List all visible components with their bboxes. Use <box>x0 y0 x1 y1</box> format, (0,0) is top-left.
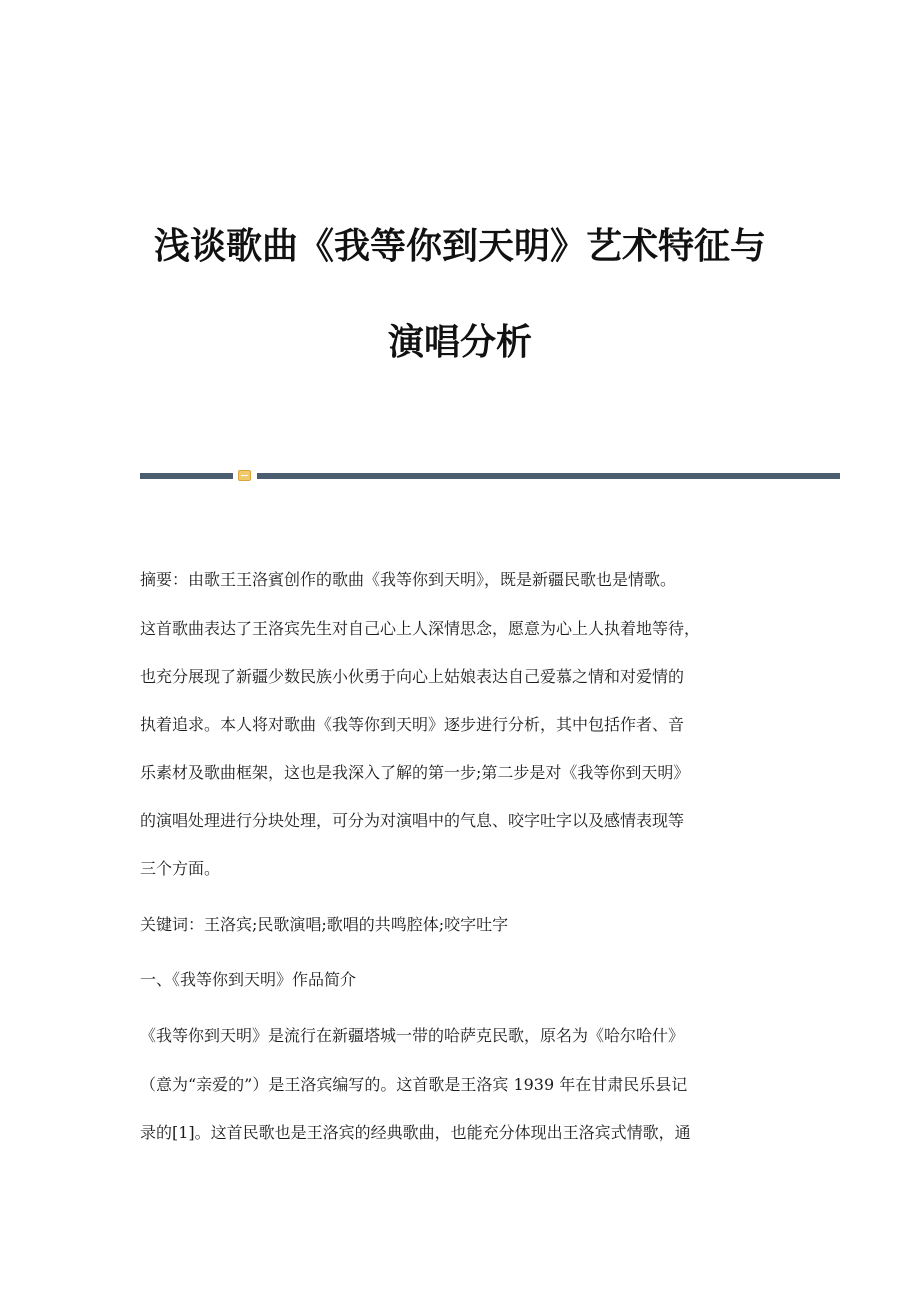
document-title-line-2: 演唱分析 <box>387 322 532 363</box>
abstract-line: 这首歌曲表达了王洛宾先生对自己心上人深情思念，愿意为心上人执着地等待， <box>140 619 701 638</box>
divider-bar-left <box>140 473 233 479</box>
abstract-line: 三个方面。 <box>140 859 221 878</box>
title-divider <box>140 470 840 481</box>
divider-bar-right <box>257 473 840 479</box>
keywords-line: 关键词：王洛宾;民歌演唱;歌唱的共鸣腔体;咬字吐字 <box>140 915 509 934</box>
abstract-line: 乐素材及歌曲框架，这也是我深入了解的第一步;第二步是对《我等你到天明》 <box>140 763 690 782</box>
abstract-line: 执着追求。本人将对歌曲《我等你到天明》逐步进行分析，其中包括作者、音 <box>140 715 685 734</box>
abstract-line: 的演唱处理进行分块处理，可分为对演唱中的气息、咬字吐字以及感情表现等 <box>140 811 685 830</box>
abstract-line: 摘要：由歌王王洛賓创作的歌曲《我等你到天明》，既是新疆民歌也是情歌。 <box>140 570 677 589</box>
section-heading: 一、《我等你到天明》作品简介 <box>140 970 357 989</box>
section-paragraph-line: （意为“亲爱的”）是王洛宾编写的。这首歌是王洛宾 1939 年在甘肃民乐县记 <box>140 1075 688 1094</box>
section-paragraph-line: 录的[1]。这首民歌也是王洛宾的经典歌曲，也能充分体现出王洛宾式情歌，通 <box>140 1123 691 1142</box>
document-title-line-1: 浅谈歌曲《我等你到天明》艺术特征与 <box>153 226 766 267</box>
divider-ornament-icon <box>238 470 251 481</box>
section-paragraph-line: 《我等你到天明》是流行在新疆塔城一带的哈萨克民歌，原名为《哈尔哈什》 <box>140 1026 685 1045</box>
abstract-line: 也充分展现了新疆少数民族小伙勇于向心上姑娘表达自己爱慕之情和对爱情的 <box>140 667 685 686</box>
